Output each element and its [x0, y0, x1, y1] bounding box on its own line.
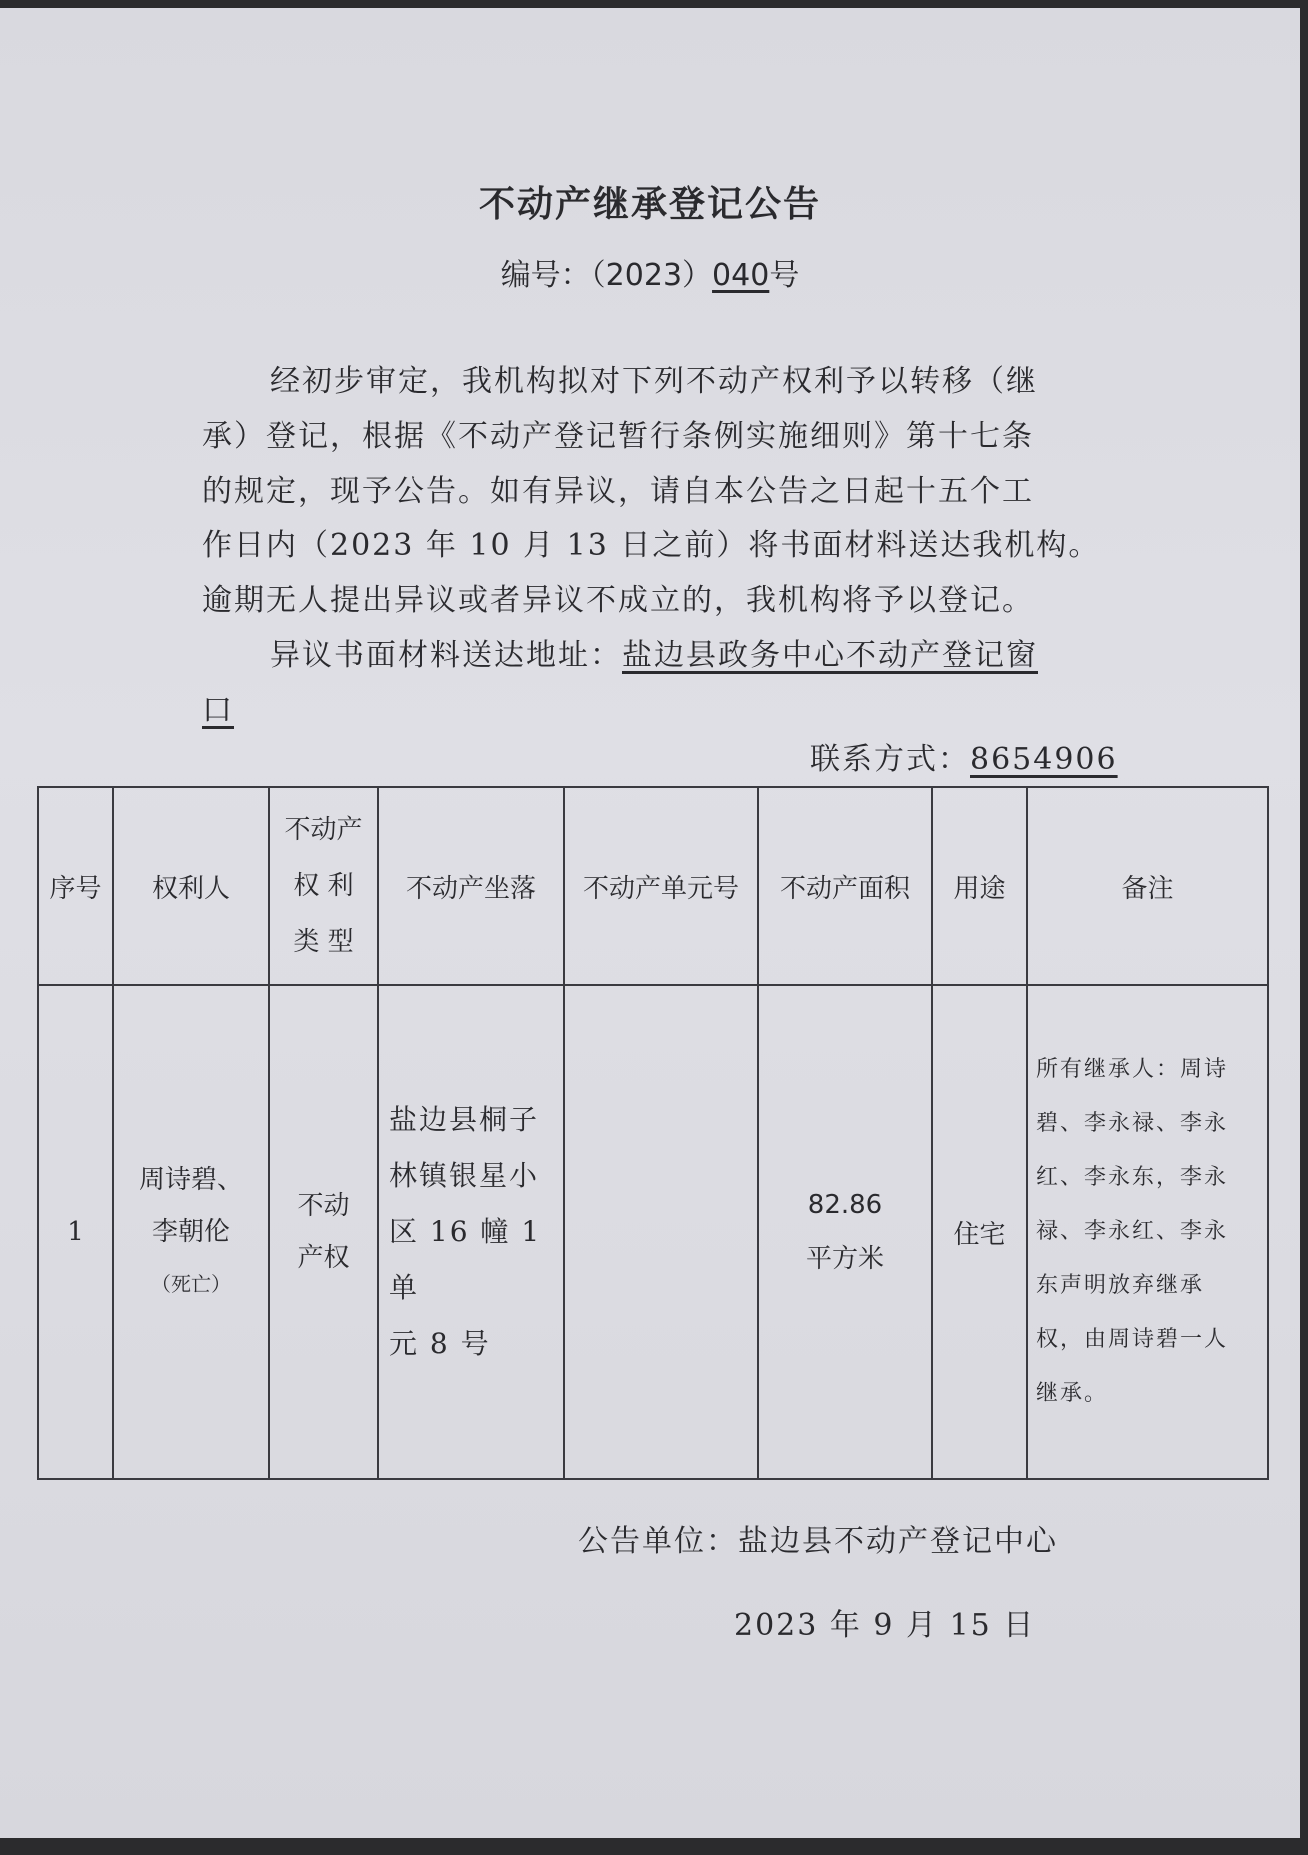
- header-right-type-line-1: 不动产: [284, 815, 363, 845]
- cell-remarks-line-2: 碧、李永禄、李永: [1036, 1111, 1229, 1136]
- property-table: [37, 786, 1269, 1480]
- issue-date: 2023 年 9 月 15 日: [734, 1608, 1036, 1643]
- cell-remarks-line-7: 继承。: [1036, 1381, 1109, 1406]
- cell-area-value: 82.86: [807, 1190, 883, 1220]
- cell-remarks-line-1: 所有继承人：周诗: [1036, 1057, 1229, 1082]
- header-right-type-line-2: 权 利: [293, 871, 354, 901]
- cell-location: [378, 985, 564, 1479]
- document-number: [0, 250, 1300, 294]
- document-sheet: [0, 8, 1300, 1838]
- contact-label: 联系方式：: [810, 742, 970, 777]
- cell-remarks-line-3: 红、李永东，李永: [1036, 1165, 1229, 1190]
- header-usage: 用途: [932, 787, 1027, 985]
- contact-line: [810, 734, 1118, 778]
- cell-unit-no: [564, 985, 758, 1479]
- cell-holder-line-3: （死亡）: [151, 1272, 231, 1296]
- document-number-value: 040: [712, 258, 770, 293]
- body-line-5: 逾期无人提出异议或者异议不成立的，我机构将予以登记。: [202, 583, 1034, 618]
- contact-value: 8654906: [970, 742, 1118, 777]
- cell-remarks-line-6: 权，由周诗碧一人: [1036, 1327, 1229, 1352]
- header-unit-no: 不动产单元号: [564, 787, 758, 985]
- cell-usage: 住宅: [932, 985, 1027, 1479]
- cell-holder-line-1: 周诗碧、: [138, 1165, 243, 1195]
- cell-right-type-line-2: 产权: [297, 1243, 350, 1273]
- document-number-prefix: 编号：（2023）: [500, 258, 713, 293]
- cell-holder-line-2: 李朝伦: [151, 1217, 230, 1247]
- table-row: [38, 985, 1268, 1479]
- header-remarks: 备注: [1027, 787, 1268, 985]
- body-line-1: 经初步审定，我机构拟对下列不动产权利予以转移（继: [270, 364, 1038, 399]
- cell-remarks-line-4: 禄、李永红、李永: [1036, 1219, 1229, 1244]
- cell-area-unit: 平方米: [805, 1244, 884, 1274]
- header-location: 不动产坐落: [378, 787, 564, 985]
- address-line: [270, 630, 1038, 674]
- header-area: 不动产面积: [758, 787, 932, 985]
- cell-seq: 1: [38, 985, 113, 1479]
- address-line-2: [202, 685, 234, 729]
- cell-location-line-1: 盐边县桐子: [389, 1103, 540, 1136]
- header-holder: 权利人: [113, 787, 269, 985]
- document-number-suffix: 号: [769, 258, 800, 293]
- cell-remarks: [1027, 985, 1268, 1479]
- cell-right-type: [269, 985, 378, 1479]
- body-line-2: 承）登记，根据《不动产登记暂行条例实施细则》第十七条: [202, 419, 1034, 454]
- cell-area: [758, 985, 932, 1479]
- body-line-3: 的规定，现予公告。如有异议，请自本公告之日起十五个工: [202, 474, 1034, 509]
- address-label: 异议书面材料送达地址：: [270, 638, 622, 673]
- cell-remarks-line-5: 东声明放弃继承: [1036, 1273, 1205, 1298]
- address-value-continued: 口: [202, 693, 234, 728]
- address-value: 盐边县政务中心不动产登记窗: [622, 638, 1038, 673]
- header-right-type: [269, 787, 378, 985]
- body-line-4: 作日内（2023 年 10 月 13 日之前）将书面材料送达我机构。: [202, 528, 1101, 563]
- page-title: 不动产继承登记公告: [478, 184, 821, 225]
- header-seq: 序号: [38, 787, 113, 985]
- cell-holder: [113, 985, 269, 1479]
- cell-location-line-3: 区 16 幢 1 单: [389, 1215, 542, 1304]
- header-right-type-line-3: 类 型: [293, 927, 354, 957]
- table-header-row: [38, 787, 1268, 985]
- cell-right-type-line-1: 不动: [297, 1191, 350, 1221]
- cell-location-line-2: 林镇银星小: [389, 1159, 540, 1192]
- cell-location-line-4: 元 8 号: [389, 1327, 491, 1360]
- issuer: 公告单位：盐边县不动产登记中心: [578, 1524, 1058, 1559]
